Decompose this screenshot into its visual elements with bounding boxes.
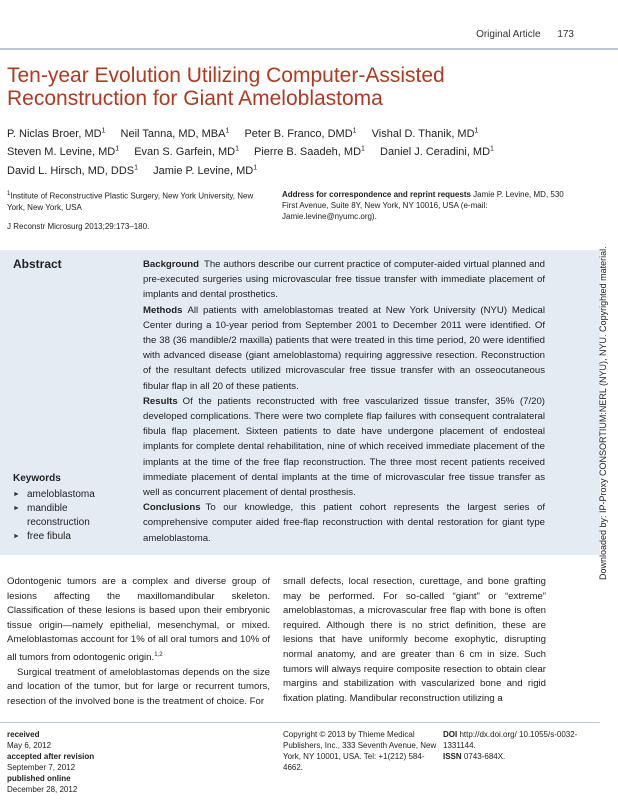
author-affiliation-marker: 1 [490,145,494,153]
author-name: Peter B. Franco, DMD [244,127,353,140]
body-paragraph: Odontogenic tumors are a complex and diverse group of lesions affecting the maxillomandibular skeleton. Classification of these lesions is based upon their embryonic tissue origin—namely epithelial, mesenchymal, or mixed. Ameloblastomas account for 1% of all oral tumors and 10% of all tumors from odontogenic origin.$^{1,2}$ [7,576,270,664]
author-affiliation-marker: 1 [253,164,258,172]
author-name: Pierre B. Saadeh, MD [254,146,362,159]
received-date: May 6, 2012 [7,741,52,750]
author-name: Neil Tanna, MD, MBA [120,127,226,140]
author [153,165,257,177]
received-label: received [7,730,40,739]
abstract-section-heading: Methods [143,304,183,316]
author [134,146,239,158]
author-affiliation-marker: 1 [225,127,230,134]
abstract-section-heading: Conclusions [143,502,201,514]
keyword-list [13,488,133,544]
doi-block [443,729,593,762]
body-column-right [283,575,546,706]
author-list [7,123,567,179]
author [380,146,494,158]
affiliation [7,189,267,213]
author-name: Evan S. Garfein, MD [134,146,236,159]
author [7,146,119,158]
download-watermark [598,246,618,610]
author-name: David L. Hirsch, MD, DDS [7,164,135,177]
author [372,128,479,140]
article-title: Ten-year Evolution Utilizing Computer-Assisted Reconstruction for Giant Ameloblastoma [7,64,445,110]
abstract-body [143,257,545,546]
author-name: Steven M. Levine, MD [7,146,116,159]
accepted-date: September 7, 2012 [7,763,76,772]
keyword-item: ► free fibula [13,530,133,544]
accepted-label: accepted after revision [7,752,95,761]
author [244,128,356,140]
correspondence-address: Jamie P. Levine, MD, 530 First Avenue, Suite 8Y, New York, NY 10016, USA [282,190,564,210]
footer-rule [0,722,600,723]
abstract-section-heading: Results [143,395,178,407]
author-affiliation-marker: 1 [235,145,239,153]
download-watermark-text: Downloaded by: IP-Proxy CONSORTIUM:NERL (NYU), NYU. Copyrighted material. [598,246,608,580]
author-affiliation-marker: 1 [134,164,139,172]
doi-label: DOI [443,730,458,739]
published-date: December 28, 2012 [7,785,78,794]
author-affiliation-marker: 1 [361,145,365,153]
keywords-heading: Keywords [13,473,61,484]
running-head [476,29,574,40]
article-dates [7,729,207,795]
correspondence [282,189,572,222]
reference-marker[interactable]: 1,2 [154,651,163,658]
issn-label: ISSN [443,752,462,761]
author-name: Vishal D. Thanik, MD [371,127,475,140]
keyword-item: ► ameloblastoma [13,488,133,502]
author [7,165,138,177]
author-affiliation-marker: 1 [101,127,106,134]
author-affiliation-marker: 1 [352,127,357,134]
author [7,128,105,140]
correspondence-email[interactable]: (e-mail: Jamie.levine@nyumc.org). [282,201,488,221]
abstract-section-heading: Background [143,259,199,270]
issn-value: 0743-684X. [463,752,506,761]
abstract-results: Results Of the patients reconstructed with free vascularized tissue transfer, 35% (7/20) developed complications. There were two complete flap failures with consequent contralateral fibula flap placement. Sixteen patients to date have undergone placement of endosteal implants for complete dental rehabilitation, nine of which received immediate placement of the implants at the time of the free flap reconstruction. The three most recent patients received immediate placement of dental implants at the time of microvascular free tissue transfer as well as concurrent placement of dental prosthesis. [143,395,545,499]
citation: J Reconstr Microsurg 2013;29:173–180. [7,222,150,231]
body-paragraph: small defects, local resection, curettage, and bone grafting may be performed. For so-called “giant” or “extreme” ameloblastomas, a microvascular free flap with bone is often required. Although there is no strict definition, these are lesions that have uniformly become exophytic, disrupting normal anatomy, and are greater than 6 cm in size. Such tumors will always require composite resection to obtain clear margins and stabilization with vascularized bone and rigid fixation plating. Mandibular reconstruction utilizing a [283,576,546,704]
doi-link[interactable]: http://dx.doi.org/ 10.1055/s-0032-1331144. [443,730,578,750]
copyright-notice: Copyright © 2013 by Thieme Medical Publishers, Inc., 333 Seventh Avenue, New York, NY 10001, USA. Tel: +1(212) 584-4662. [283,730,437,772]
author-name: Daniel J. Ceradini, MD [380,146,491,159]
correspondence-label: Address for correspondence and reprint requests [282,190,471,199]
affiliation-number: 1 [7,191,11,197]
author [254,146,365,158]
abstract-methods: Methods All patients with ameloblastomas treated at New York University (NYU) Medical Center during a 10-year period from September 2001 to December 2011 were identified. Of the 38 (36 mandible/2 maxilla) patients that were treated in this time period, 20 were identified with advanced disease (giant ameloblastoma) requiring aggressive resection. Reconstruction of the resultant defects utilized microvascular free tissue transfer with an osseocutaneous fibular flap in all 20 of these patients. [143,304,545,392]
body-column-left [7,575,270,710]
author-affiliation-marker: 1 [115,145,120,153]
author-name: Jamie P. Levine, MD [153,164,254,177]
abstract-background: Background The authors describe our current practice of computer-aided virtual planned and pre-executed surgeries using microvascular free tissue transfer with immediate placement of implants and dental prosthetics. [143,259,545,301]
abstract-heading: Abstract [13,257,62,271]
published-label: published online [7,774,71,783]
abstract-conclusions: Conclusions To our knowledge, this patient cohort represents the largest series of comprehensive computer aided free-flap reconstruction with dental restoration for giant type ameloblastoma. [143,502,545,544]
author-name: P. Niclas Broer, MD [7,127,102,140]
keyword-item: ► mandible reconstruction [13,502,133,530]
page-number: 173 [557,29,574,40]
author-affiliation-marker: 1 [474,127,479,134]
header-rule [0,48,618,50]
section-label: Original Article [476,29,541,40]
body-paragraph: Surgical treatment of ameloblastomas depends on the size and location of the tumor, but for large or recurrent tumors, resection of the involved bone is the treatment of choice. For [7,666,270,707]
author [121,128,230,140]
affiliation-text: Institute of Reconstructive Plastic Surgery, New York University, New York, New York, USA [7,191,254,212]
